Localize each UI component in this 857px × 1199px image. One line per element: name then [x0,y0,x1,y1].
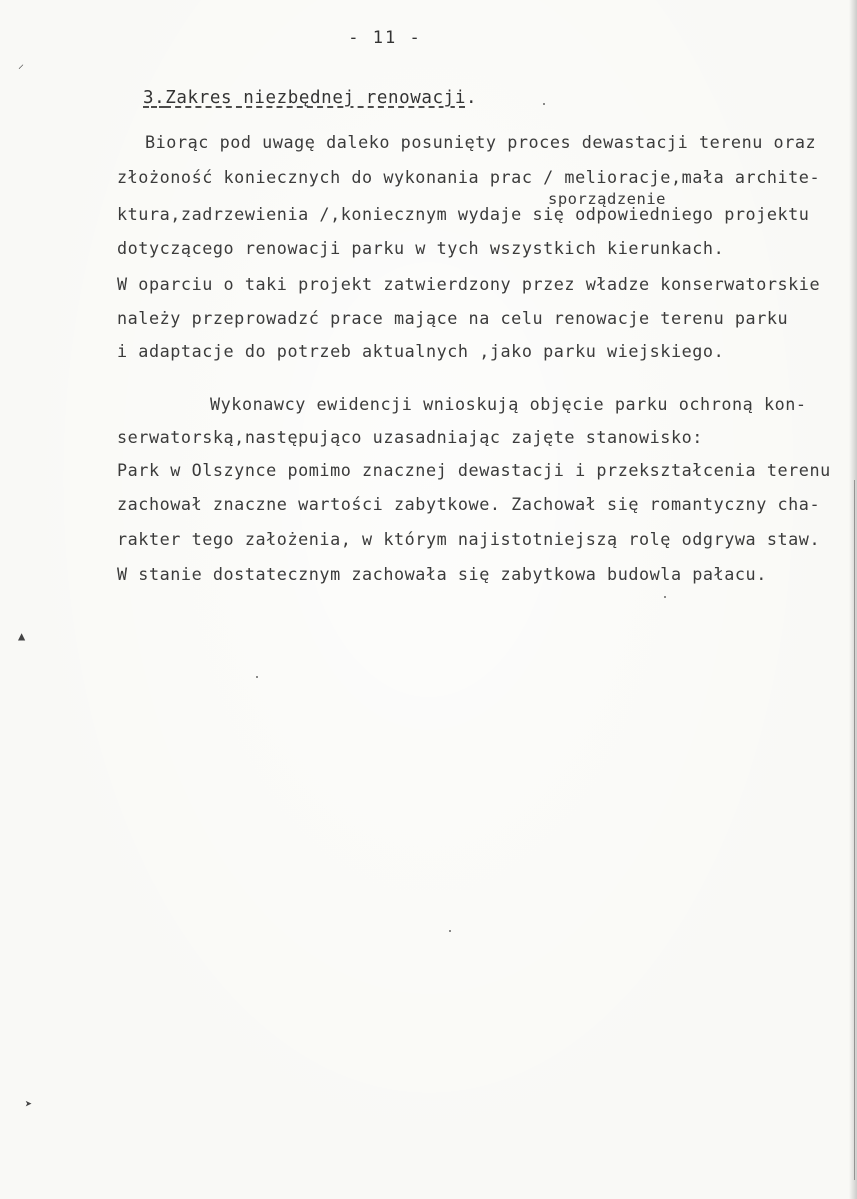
paragraph1-line-3: ktura,zadrzewienia /,koniecznym wydaje się odpowiedniego projektu [117,204,810,224]
paragraph2-line-5: rakter tego założenia, w którym najistotniejszą rolę odgrywa staw. [117,529,821,549]
page-number: - 11 - [348,28,422,48]
scan-speck [449,930,451,932]
paragraph1-line-4: dotyczącego renowacji parku w tych wszystkich kierunkach. [117,238,725,258]
paragraph1-line-7: i adaptacje do potrzeb aktualnych ,jako parku wiejskiego. [117,341,725,361]
paragraph1-line-6: należy przeprowadzć prace mające na celu renowacje terenu parku [117,308,789,328]
section-heading-number: 3. [143,88,166,108]
paragraph2-line-6: W stanie dostatecznym zachowała się zabytkowa budowla pałacu. [117,564,767,584]
section-heading [143,88,477,108]
page-edge-shadow [849,0,857,1199]
paragraph2-line-2: serwatorską,następująco uzasadniając zajęte stanowisko: [117,427,703,447]
paragraph2-line-4: zachował znaczne wartości zabytkowe. Zachował się romantyczny cha- [117,494,821,514]
scan-mark: ▲ [18,629,26,643]
scan-speck [256,676,258,678]
paragraph1-line-1: Biorąc pod uwagę daleko posunięty proces dewastacji terenu oraz [145,132,817,152]
paragraph1-line-5: W oparciu o taki projekt zatwierdzony przez władze konserwatorskie [117,274,821,294]
scan-mark: ➤ [25,1097,33,1111]
scan-speck [664,596,666,598]
section-heading-title: Zakres niezbędnej renowacji [165,88,466,108]
paragraph1-line-2: złożoność koniecznych do wykonania prac / melioracje,mała archite- [117,167,821,187]
scan-mark: ⸝ [18,57,25,71]
handwritten-insertion: sporządzenie [548,190,666,208]
paragraph2-line-1: Wykonawcy ewidencji wnioskują objęcie parku ochroną kon- [210,394,807,414]
scan-speck [543,103,545,105]
page-edge-line [854,480,855,1180]
section-heading-end: . [465,88,478,108]
paragraph2-line-3: Park w Olszynce pomimo znacznej dewastacji i przekształcenia terenu [117,460,831,480]
